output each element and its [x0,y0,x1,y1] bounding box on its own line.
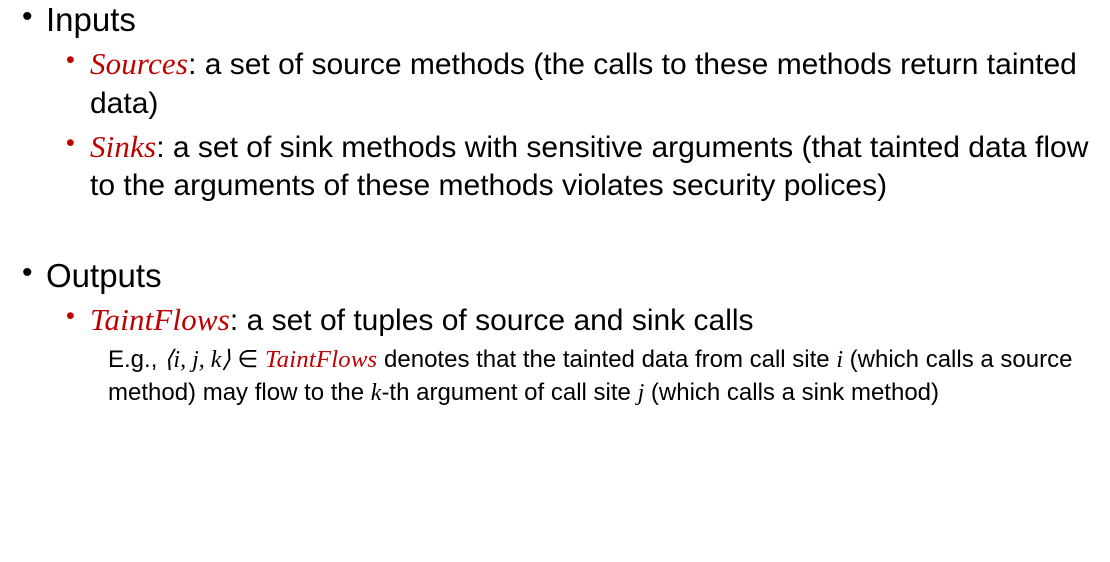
note-prefix: E.g., [108,346,165,374]
note-var-j: j [637,379,645,406]
note-var-i: i [836,347,843,374]
section-spacer [0,210,1110,256]
note-part3: -th argument of call site [381,378,638,406]
inputs-sublist [46,44,1110,206]
bullet-sinks [46,127,1110,206]
section-heading-outputs: • Outputs [46,256,162,294]
term-taintflows: TaintFlows [90,302,230,338]
outline-section-outputs [0,256,1110,409]
note-part2: (which calls a source method) may flow to the [108,346,1073,406]
text-sinks: : a set of sink methods with sensitive arguments (that tainted data flow to the arguments of these methods violates security polices) [90,131,1089,203]
term-sources: Sources [90,46,189,82]
bullet-taintflows [46,300,1110,409]
note-term-taintflows: TaintFlows [265,346,378,374]
note-tuple: ⟨i, j, k⟩ [164,347,231,374]
text-taintflows: : a set of tuples of source and sink calls [229,304,754,338]
term-sinks: Sinks [90,129,157,165]
taintflows-example-note [90,344,1110,408]
note-part1: denotes that the tainted data from call site [377,346,837,374]
section-heading-inputs: • Inputs [46,1,136,38]
note-var-k: k [370,379,382,406]
note-part4: (which calls a sink method) [644,378,940,406]
outline-section-inputs [0,0,1110,206]
text-sources: : a set of source methods (the calls to these methods return tainted data) [90,48,1077,120]
outputs-sublist [46,300,1110,409]
bullet-sources [46,44,1110,123]
note-member: ∈ [230,346,265,374]
